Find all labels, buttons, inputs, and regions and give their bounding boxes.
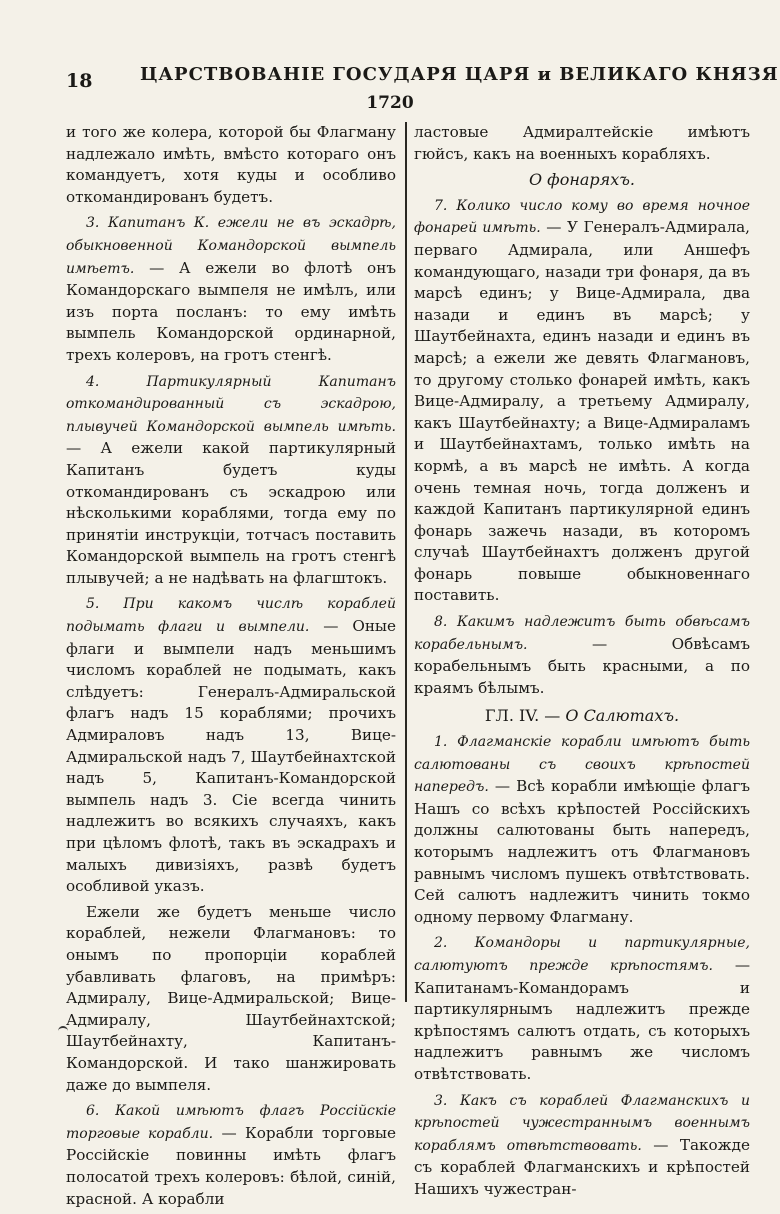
article-8 <box>414 611 750 699</box>
article-text: — Всѣ корабли имѣющіе флагъ Нашъ со всѣхъ крѣпостей Россійскихъ должны салютованы быть напередъ, которымъ надлежитъ отъ Флагмановъ равнымъ числомъ пушекъ отвѣтствовать. Сей салютъ надлежитъ чинить токмо одному первому Флагману. <box>414 777 750 926</box>
print-mark <box>58 1026 68 1036</box>
article-heading: 5. При какомъ числѣ кораблей подымать флаги и вымпели. <box>66 596 396 636</box>
article-5 <box>66 593 396 897</box>
article-2 <box>414 932 750 1085</box>
article-1 <box>414 731 750 928</box>
article-heading: 2. Командоры и партикулярные, салютуютъ прежде крѣпостямъ. <box>414 935 750 974</box>
chapter-heading <box>414 705 750 727</box>
article-text: — Такожде съ кораблей Флагманскихъ и крѣпостей Нашихъ чужестран- <box>414 1135 750 1198</box>
right-column <box>414 122 750 1205</box>
article-7 <box>414 195 750 607</box>
article-text: — А ежели какой партикулярный Капитанъ будетъ куды откомандированъ съ эскадрою или нѣсколькими кораблями, тогда ему по принятіи инструкціи, тотчасъ поставить Командорской вымпель на гротъ стенгѣ плывучей; а не надѣвать на флагштокъ. <box>66 439 396 587</box>
article-text: — У Генералъ-Адмирала, перваго Адмирала, или Аншефъ командующаго, назади три фонаря, да въ марсѣ единъ; у Вице-Адмирала, два назади и единъ въ марсѣ; у Шаутбейнахта, единъ назади и единъ въ марсѣ; а ежели же девять Флагмановъ, то другому столько фонарей имѣть, какъ Вице-Адмиралу, а третьему Адмиралу, какъ Шаутбейнахту; а Вице-Адмираламъ и Шаутбейнахтамъ, только имѣть на кормѣ, а въ марсѣ не имѣть. А когда очень темная ночь, тогда долженъ и каждой Капитанъ партикулярной единъ фонарь зажечь назади, въ которомъ случаѣ Шаутбейнахтъ долженъ другой фонарь повыше обыкновеннаго поставить. <box>414 218 750 605</box>
left-column <box>66 122 396 1214</box>
chapter-title: О Салютахъ. <box>565 706 680 726</box>
article-heading: 3. Какъ съ кораблей Флагманскихъ и крѣпостей чужестраннымъ военнымъ кораблямъ отвѣтствовать. <box>414 1092 750 1154</box>
year-heading: 1720 <box>366 93 414 113</box>
article-heading: 7. Колико число кому во время ночное фонарей имѣть. <box>414 197 750 237</box>
article-3 <box>66 212 396 366</box>
article-heading: 3. Капитанъ К. ежели не въ эскадрѣ, обыкновенной Командорской вымпель имѣетъ. <box>66 215 396 277</box>
article-text: — Оные флаги и вымпели надъ меньшимъ числомъ кораблей не подымать, какъ слѣдуетъ: Генералъ-Адмиральской флагъ надъ 15 кораблями; прочихъ Адмираловъ надъ 13, Вице-Адмиральской надъ 7, Шаутбейнахтской надъ 5, Капитанъ-Командорской вымпель надъ 3. Сіе всегда чинить надлежитъ во всякихъ случаяхъ, какъ при цѣломъ флотѣ, такъ въ эскадрахъ и малыхъ дивизіяхъ, развѣ будетъ особливой указъ. <box>66 617 397 896</box>
article-text: — Корабли торговые Россійскіе повинны имѣть флагъ полосатой трехъ колеровъ: бѣлой, синій, красной. А корабли <box>66 1123 396 1208</box>
article-text: — А ежели во флотѣ онъ Командорскаго вымпеля не имѣлъ, или изъ порта посланъ: то ему имѣть вымпель Командорской ординарной, трехъ колеровъ, на гротъ стенгѣ. <box>66 258 396 364</box>
article-heading: 1. Флагманскіе корабли имѣютъ быть салютованы съ своихъ крѣпостей напередъ. <box>414 734 750 796</box>
article-3 <box>414 1090 750 1201</box>
paragraph: ластовые Адмиралтейскіе имѣютъ гюйсъ, какъ на военныхъ корабляхъ. <box>414 123 750 163</box>
article-heading: 6. Какой имѣютъ флагъ Россійскіе торговые корабли. <box>66 1103 396 1142</box>
page-number: 18 <box>66 70 93 92</box>
article-text: — Обвѣсамъ корабельнымъ быть красными, а по краямъ бѣлымъ. <box>414 634 751 697</box>
column-divider <box>405 122 407 1002</box>
article-6 <box>66 1100 396 1210</box>
chapter-number: ГЛ. IV. — <box>484 706 561 726</box>
article-text: — Капитанамъ-Командорамъ и партикулярнымъ надлежитъ прежде крѣпостямъ салютъ отдать, съ которыхъ надлежитъ равнымъ же числомъ отвѣтствовать. <box>414 955 750 1083</box>
article-heading: 4. Партикулярный Капитанъ откомандированный съ эскадрою, плывучей Командорской вымпель имѣть. <box>66 373 396 435</box>
article-heading: 8. Какимъ надлежитъ быть обвѣсамъ корабельнымъ. <box>414 614 750 653</box>
paragraph: Ежели же будетъ меньше число кораблей, нежели Флагмановъ: то онымъ по пропорціи кораблей убавливать флаговъ, на примѣръ: Адмиралу, Вице-Адмиральской; Вице-Адмиралу, Шаутбейнахтской; Шаутбейнахту, Капитанъ-Командорской. И тако шанжировать даже до вымпеля. <box>66 902 396 1094</box>
paragraph: и того же колера, которой бы Флагману надлежало имѣть, вмѣсто котораго онъ командуетъ, хотя куды и особливо откомандированъ будетъ. <box>66 123 396 206</box>
section-heading: О фонаряхъ. <box>528 170 636 190</box>
running-title: ЦАРСТВОВАНІЕ ГОСУДАРЯ ЦАРЯ и ВЕЛИКАГО КНЯЗЯ <box>140 64 779 85</box>
article-4 <box>66 371 396 590</box>
